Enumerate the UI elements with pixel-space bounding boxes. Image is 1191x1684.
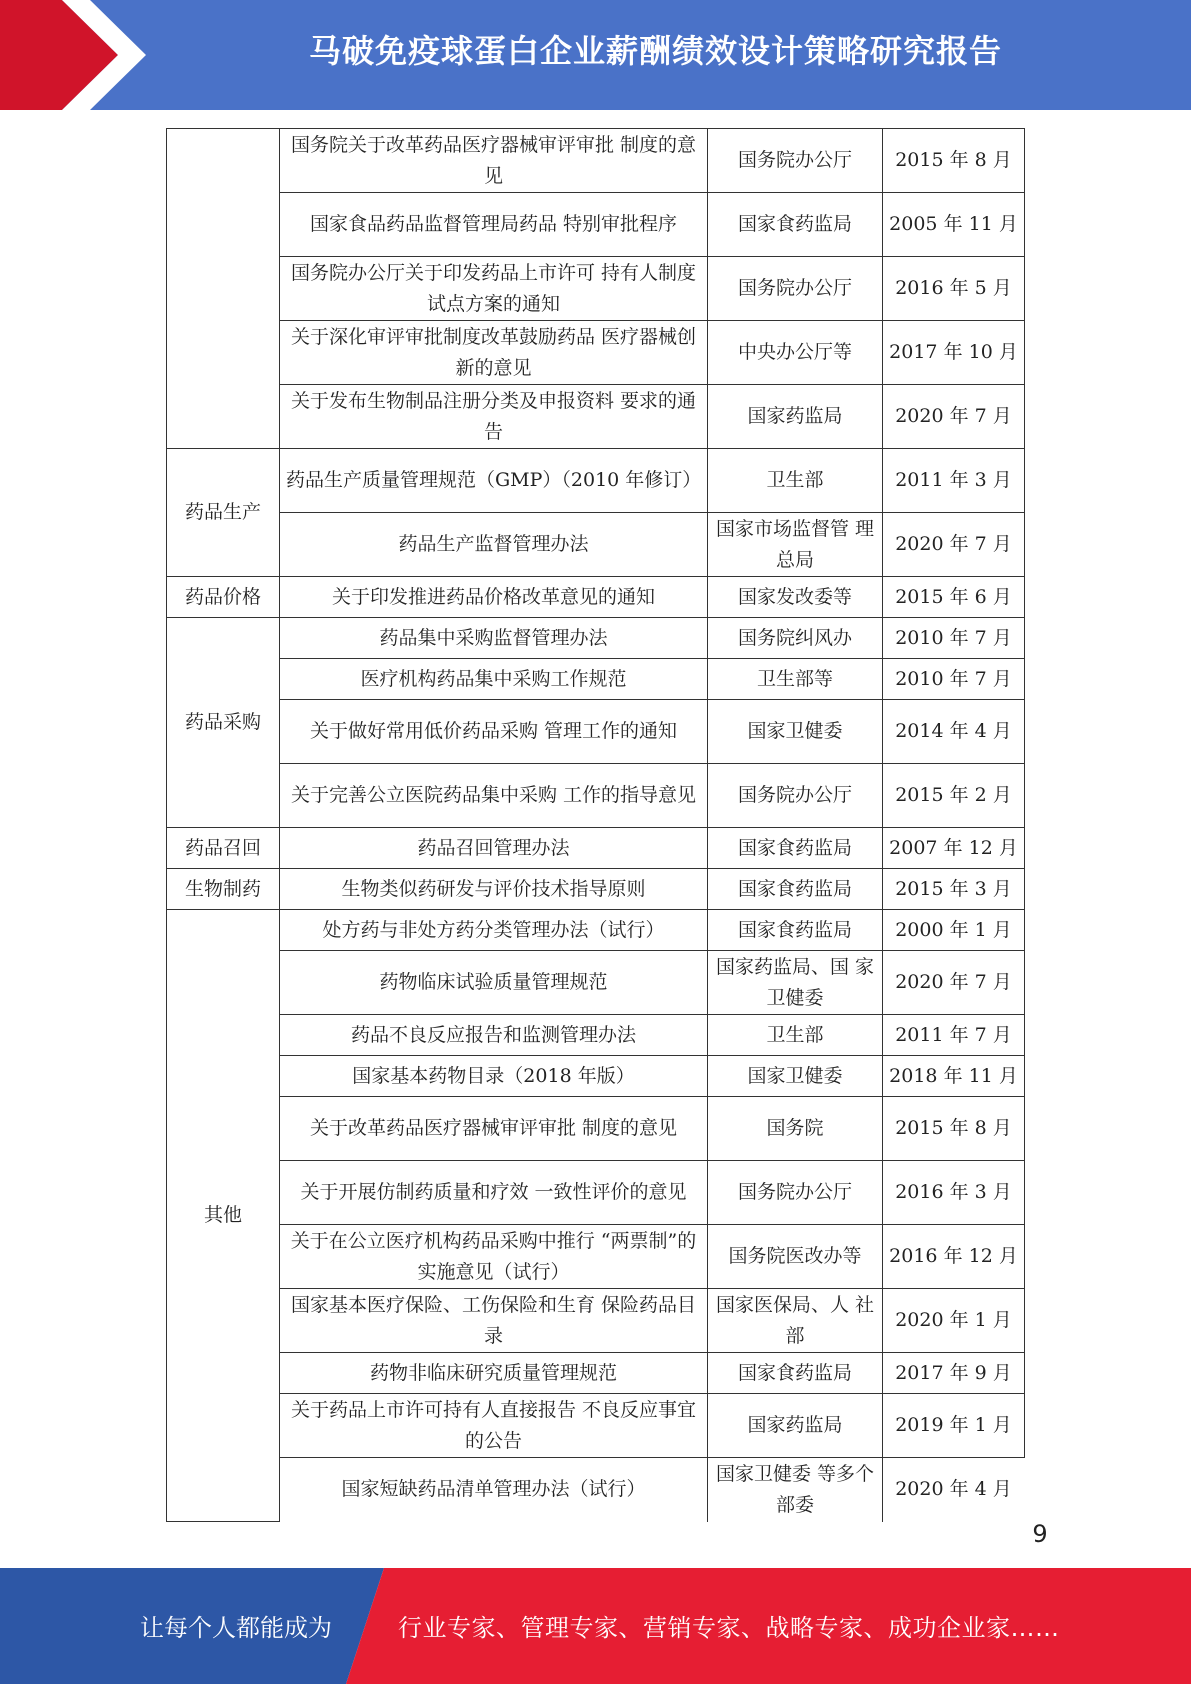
date-cell: 2020 年 7 月	[883, 513, 1025, 577]
regulation-name-cell: 药物临床试验质量管理规范	[280, 951, 708, 1015]
issuer-cell: 国家发改委等	[708, 577, 883, 618]
date-cell: 2016 年 3 月	[883, 1161, 1025, 1225]
issuer-cell: 国务院纠风办	[708, 618, 883, 659]
regulation-name-cell: 关于深化审评审批制度改革鼓励药品 医疗器械创新的意见	[280, 321, 708, 385]
page-header	[0, 0, 1191, 110]
date-cell: 2016 年 5 月	[883, 257, 1025, 321]
regulation-name-cell: 国务院关于改革药品医疗器械审评审批 制度的意见	[280, 129, 708, 193]
regulation-name-cell: 关于做好常用低价药品采购 管理工作的通知	[280, 700, 708, 764]
issuer-cell: 卫生部等	[708, 659, 883, 700]
report-title: 马破免疫球蛋白企业薪酬绩效设计策略研究报告	[308, 32, 1002, 70]
regulation-table	[166, 128, 1025, 1522]
category-cell: 其他	[167, 910, 280, 1522]
regulation-name-cell: 药物非临床研究质量管理规范	[280, 1353, 708, 1394]
table-row	[167, 321, 1025, 385]
issuer-cell: 国家药监局、国 家卫健委	[708, 951, 883, 1015]
regulation-name-cell: 药品集中采购监督管理办法	[280, 618, 708, 659]
category-cell: 生物制药	[167, 869, 280, 910]
table-row	[167, 513, 1025, 577]
date-cell: 2020 年 7 月	[883, 951, 1025, 1015]
regulation-table-wrapper	[166, 128, 1024, 1522]
date-cell: 2011 年 7 月	[883, 1015, 1025, 1056]
issuer-cell: 国家食药监局	[708, 869, 883, 910]
table-row	[167, 257, 1025, 321]
category-cell: 药品生产	[167, 449, 280, 577]
table-row	[167, 910, 1025, 951]
table-row	[167, 385, 1025, 449]
issuer-cell: 国家卫健委	[708, 1056, 883, 1097]
issuer-cell: 国家食药监局	[708, 828, 883, 869]
table-row	[167, 1225, 1025, 1289]
category-cell	[167, 129, 280, 449]
table-row	[167, 659, 1025, 700]
table-row	[167, 1353, 1025, 1394]
table-row	[167, 951, 1025, 1015]
table-row	[167, 193, 1025, 257]
category-cell: 药品价格	[167, 577, 280, 618]
regulation-name-cell: 国务院办公厅关于印发药品上市许可 持有人制度试点方案的通知	[280, 257, 708, 321]
regulation-name-cell: 药品不良反应报告和监测管理办法	[280, 1015, 708, 1056]
issuer-cell: 国家食药监局	[708, 193, 883, 257]
issuer-cell: 国务院	[708, 1097, 883, 1161]
regulation-name-cell: 国家基本医疗保险、工伤保险和生育 保险药品目录	[280, 1289, 708, 1353]
regulation-name-cell: 关于完善公立医院药品集中采购 工作的指导意见	[280, 764, 708, 828]
regulation-name-cell: 关于开展仿制药质量和疗效 一致性评价的意见	[280, 1161, 708, 1225]
table-row	[167, 1289, 1025, 1353]
issuer-cell: 国务院办公厅	[708, 257, 883, 321]
table-row	[167, 764, 1025, 828]
regulation-name-cell: 国家食品药品监督管理局药品 特别审批程序	[280, 193, 708, 257]
date-cell: 2020 年 1 月	[883, 1289, 1025, 1353]
regulation-name-cell: 国家基本药物目录（2018 年版）	[280, 1056, 708, 1097]
table-row	[167, 577, 1025, 618]
regulation-name-cell: 关于在公立医疗机构药品采购中推行 “两票制”的实施意见（试行）	[280, 1225, 708, 1289]
date-cell: 2020 年 4 月	[883, 1458, 1025, 1522]
regulation-name-cell: 关于印发推进药品价格改革意见的通知	[280, 577, 708, 618]
issuer-cell: 国家食药监局	[708, 1353, 883, 1394]
table-row	[167, 1097, 1025, 1161]
table-row	[167, 1015, 1025, 1056]
regulation-name-cell: 药品召回管理办法	[280, 828, 708, 869]
regulation-name-cell: 药品生产监督管理办法	[280, 513, 708, 577]
date-cell: 2015 年 8 月	[883, 1097, 1025, 1161]
table-row	[167, 1458, 1025, 1522]
date-cell: 2007 年 12 月	[883, 828, 1025, 869]
regulation-name-cell: 药品生产质量管理规范（GMP）（2010 年修订）	[280, 449, 708, 513]
issuer-cell: 国务院医改办等	[708, 1225, 883, 1289]
date-cell: 2017 年 10 月	[883, 321, 1025, 385]
date-cell: 2010 年 7 月	[883, 618, 1025, 659]
regulation-name-cell: 处方药与非处方药分类管理办法（试行）	[280, 910, 708, 951]
footer-slogan-right: 行业专家、管理专家、营销专家、战略专家、成功企业家……	[398, 1614, 1060, 1642]
date-cell: 2005 年 11 月	[883, 193, 1025, 257]
table-row	[167, 1394, 1025, 1458]
issuer-cell: 国务院办公厅	[708, 764, 883, 828]
issuer-cell: 国务院办公厅	[708, 1161, 883, 1225]
date-cell: 2010 年 7 月	[883, 659, 1025, 700]
regulation-name-cell: 关于药品上市许可持有人直接报告 不良反应事宜的公告	[280, 1394, 708, 1458]
category-cell: 药品召回	[167, 828, 280, 869]
regulation-name-cell: 关于发布生物制品注册分类及申报资料 要求的通告	[280, 385, 708, 449]
regulation-name-cell: 国家短缺药品清单管理办法（试行）	[280, 1458, 708, 1522]
issuer-cell: 国家医保局、人 社部	[708, 1289, 883, 1353]
table-row	[167, 618, 1025, 659]
regulation-name-cell: 医疗机构药品集中采购工作规范	[280, 659, 708, 700]
date-cell: 2017 年 9 月	[883, 1353, 1025, 1394]
date-cell: 2019 年 1 月	[883, 1394, 1025, 1458]
category-cell: 药品采购	[167, 618, 280, 828]
page-number: 9	[1032, 1520, 1048, 1548]
regulation-name-cell: 关于改革药品医疗器械审评审批 制度的意见	[280, 1097, 708, 1161]
issuer-cell: 国家卫健委	[708, 700, 883, 764]
date-cell: 2018 年 11 月	[883, 1056, 1025, 1097]
issuer-cell: 国家药监局	[708, 385, 883, 449]
date-cell: 2015 年 6 月	[883, 577, 1025, 618]
table-row	[167, 129, 1025, 193]
issuer-cell: 国家食药监局	[708, 910, 883, 951]
table-row	[167, 700, 1025, 764]
table-row	[167, 869, 1025, 910]
table-row	[167, 449, 1025, 513]
page-footer	[0, 1568, 1191, 1684]
table-row	[167, 1161, 1025, 1225]
date-cell: 2015 年 3 月	[883, 869, 1025, 910]
issuer-cell: 卫生部	[708, 449, 883, 513]
issuer-cell: 国家卫健委 等多个部委	[708, 1458, 883, 1522]
table-row	[167, 1056, 1025, 1097]
table-row	[167, 828, 1025, 869]
issuer-cell: 国家市场监督管 理总局	[708, 513, 883, 577]
regulation-name-cell: 生物类似药研发与评价技术指导原则	[280, 869, 708, 910]
date-cell: 2014 年 4 月	[883, 700, 1025, 764]
date-cell: 2000 年 1 月	[883, 910, 1025, 951]
date-cell: 2015 年 8 月	[883, 129, 1025, 193]
date-cell: 2015 年 2 月	[883, 764, 1025, 828]
date-cell: 2011 年 3 月	[883, 449, 1025, 513]
date-cell: 2016 年 12 月	[883, 1225, 1025, 1289]
issuer-cell: 国务院办公厅	[708, 129, 883, 193]
issuer-cell: 卫生部	[708, 1015, 883, 1056]
issuer-cell: 中央办公厅等	[708, 321, 883, 385]
issuer-cell: 国家药监局	[708, 1394, 883, 1458]
date-cell: 2020 年 7 月	[883, 385, 1025, 449]
footer-slogan-left: 让每个人都能成为	[140, 1614, 332, 1642]
